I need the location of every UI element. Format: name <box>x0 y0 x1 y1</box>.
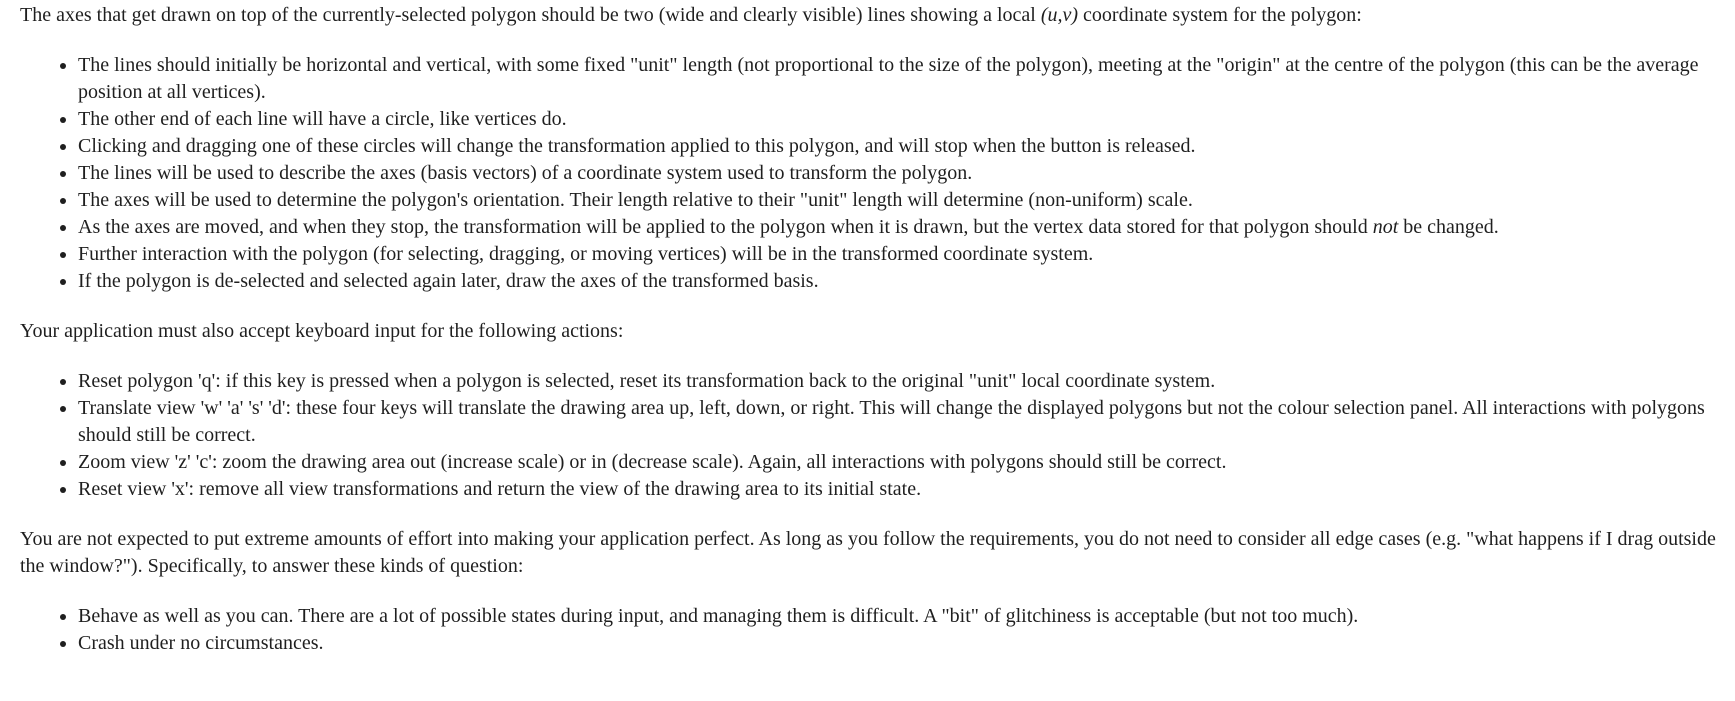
list-item: • The axes will be used to determine the polygon's orientation. Their length relative to their "unit" length will determine (non-uniform) scale. <box>78 187 1720 214</box>
action-description: : these four keys will translate the drawing area up, left, down, or right. This will change the displayed polygons but not the colour selection panel. All interactions with polygons should still be correct. <box>78 397 1705 446</box>
list-item-zoom-view <box>78 449 1720 476</box>
list-item <box>78 214 1720 241</box>
intro-text-post: coordinate system for the polygon: <box>1078 4 1362 26</box>
list-item: • If the polygon is de-selected and selected again later, draw the axes of the transformed basis. <box>78 268 1720 295</box>
list-item: • The lines will be used to describe the axes (basis vectors) of a coordinate system used to transform the polygon. <box>78 160 1720 187</box>
action-description: : remove all view transformations and return the view of the drawing area to its initial state. <box>188 478 922 500</box>
effort-paragraph: You are not expected to put extreme amounts of effort into making your application perfect. As long as you follow the requirements, you do not need to consider all edge cases (e.g. "what happens if I drag outside the window?"). Specifically, to answer these kinds of question: <box>20 528 1716 577</box>
list-item-translate-view <box>78 395 1720 449</box>
key-code: 'x' <box>171 478 189 500</box>
action-label: Reset polygon <box>78 370 198 392</box>
list-item-text-post: be changed. <box>1398 216 1499 238</box>
behavior-list <box>20 603 1720 657</box>
key-code: 'q' <box>198 370 216 392</box>
not-emphasis: not <box>1372 216 1399 238</box>
list-item: • Crash under no circumstances. <box>78 630 1720 657</box>
action-label: Translate view <box>78 397 201 419</box>
action-label: Reset view <box>78 478 172 500</box>
action-label: Zoom view <box>78 451 175 473</box>
list-item-reset-view <box>78 476 1720 503</box>
intro-text-pre: The axes that get drawn on top of the currently-selected polygon should be two (wide and clearly visible) lines showing a local <box>20 4 1041 26</box>
list-item: • Clicking and dragging one of these circles will change the transformation applied to this polygon, and will stop when the button is released. <box>78 133 1720 160</box>
list-item: • The lines should initially be horizontal and vertical, with some fixed "unit" length (not proportional to the size of the polygon), meeting at the "origin" at the centre of the polygon (this can be the average position at all vertices). <box>78 52 1720 106</box>
list-item: • The other end of each line will have a circle, like vertices do. <box>78 106 1720 133</box>
keyboard-actions-list <box>20 368 1720 503</box>
list-item: • Behave as well as you can. There are a lot of possible states during input, and managing them is difficult. A "bit" of glitchiness is acceptable (but not too much). <box>78 603 1720 630</box>
list-item: • Further interaction with the polygon (for selecting, dragging, or moving vertices) will be in the transformed coordinate system. <box>78 241 1720 268</box>
key-code: 'w' 'a' 's' 'd' <box>200 397 286 419</box>
action-description: : zoom the drawing area out (increase scale) or in (decrease scale). Again, all interactions with polygons should still be correct. <box>211 451 1227 473</box>
action-description: : if this key is pressed when a polygon is selected, reset its transformation back to the original "unit" local coordinate system. <box>215 370 1216 392</box>
key-code: 'z' 'c' <box>174 451 212 473</box>
intro-paragraph <box>20 2 1720 29</box>
list-item-reset-polygon <box>78 368 1720 395</box>
keyboard-intro-paragraph: Your application must also accept keyboard input for the following actions: <box>20 320 624 342</box>
axes-requirements-list <box>20 52 1720 295</box>
list-item-text-pre: As the axes are moved, and when they stop, the transformation will be applied to the polygon when it is drawn, but the vertex data stored for that polygon should <box>78 216 1373 238</box>
intro-uv-emphasis: (u,v) <box>1040 4 1079 26</box>
